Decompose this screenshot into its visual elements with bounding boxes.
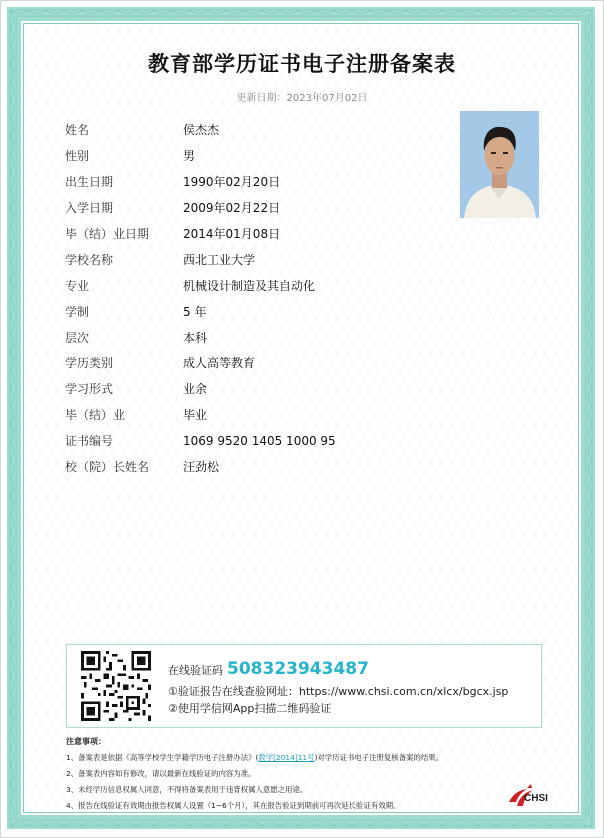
verification-panel bbox=[66, 644, 542, 728]
note-text: )对学历证书电子注册复核备案的结果。 bbox=[314, 753, 444, 762]
record-fields bbox=[65, 117, 445, 479]
field-label: 毕（结）业 bbox=[65, 408, 126, 423]
field-value: 机械设计制造及其自动化 bbox=[183, 278, 316, 293]
field-value: 汪劲松 bbox=[183, 460, 220, 475]
field-label: 校（院）长姓名 bbox=[65, 460, 150, 475]
field-label: 性别 bbox=[65, 149, 90, 164]
field-label: 学校名称 bbox=[65, 252, 114, 267]
field-value: 侯杰杰 bbox=[183, 123, 220, 138]
field-level bbox=[65, 324, 445, 350]
field-label: 学制 bbox=[65, 304, 90, 319]
field-value: 2009年02月22日 bbox=[183, 201, 281, 216]
student-photo bbox=[460, 111, 539, 218]
field-value: 5 年 bbox=[183, 304, 207, 319]
field-education-type bbox=[65, 350, 445, 376]
field-label: 出生日期 bbox=[65, 175, 114, 190]
regulation-link[interactable]: 教学[2014]11号 bbox=[258, 753, 315, 762]
verification-code-label: 在线验证码 bbox=[168, 664, 223, 677]
note-text: 1、备案表是依据《高等学校学生学籍学历电子注册办法》( bbox=[66, 753, 259, 762]
field-school bbox=[65, 246, 445, 272]
field-label: 专业 bbox=[65, 278, 90, 293]
field-study-mode bbox=[65, 376, 445, 402]
field-label: 毕（结）业日期 bbox=[65, 227, 150, 241]
field-value: 2014年01月08日 bbox=[183, 227, 281, 241]
update-date: 更新日期：2023年07月02日 bbox=[236, 93, 368, 104]
field-value: 1990年02月20日 bbox=[183, 175, 281, 190]
field-name bbox=[65, 117, 445, 143]
field-enroll-date bbox=[65, 195, 445, 221]
field-value: 男 bbox=[183, 149, 196, 164]
notes-section bbox=[66, 736, 536, 816]
document-title: 教育部学历证书电子注册备案表 bbox=[148, 52, 456, 76]
field-label: 入学日期 bbox=[65, 201, 114, 216]
field-gender bbox=[65, 143, 445, 169]
note-item: 3、未经学历信息权属人同意，不得将备案表用于违背权属人意愿之用途。 bbox=[66, 785, 308, 794]
field-label: 姓名 bbox=[65, 123, 90, 138]
verification-url-line[interactable]: ①验证报告在线查验网址：https://www.chsi.com.cn/xlcx/bgcx.jsp bbox=[168, 685, 509, 698]
field-value: 业余 bbox=[183, 382, 208, 397]
field-label: 学习形式 bbox=[65, 382, 114, 397]
field-label: 证书编号 bbox=[65, 434, 114, 449]
field-duration bbox=[65, 298, 445, 324]
note-item: 2、备案表内容如有修改，请以最新在线验证的内容为准。 bbox=[66, 769, 256, 778]
field-value: 西北工业大学 bbox=[183, 252, 256, 267]
field-completion bbox=[65, 402, 445, 428]
verification-code: 508323943487 bbox=[227, 659, 369, 679]
field-birth-date bbox=[65, 169, 445, 195]
qr-code-icon[interactable] bbox=[81, 651, 151, 721]
note-item: 4、报告在线验证有效期由报告权属人设置（1~6个月），其在报告验证到期前可再次延长验证有效期。 bbox=[66, 801, 401, 810]
verification-code-row bbox=[168, 659, 369, 679]
field-major bbox=[65, 272, 445, 298]
field-label: 学历类别 bbox=[65, 356, 114, 371]
field-value: 成人高等教育 bbox=[183, 356, 256, 371]
field-value: 本科 bbox=[183, 330, 208, 345]
field-president bbox=[65, 454, 445, 480]
field-value: 毕业 bbox=[183, 408, 208, 423]
verification-app-line: ②使用学信网App扫描二维码验证 bbox=[168, 702, 332, 715]
note-item bbox=[66, 752, 536, 768]
notes-title: 注意事项： bbox=[66, 737, 106, 746]
chsi-logo-text: CHSI bbox=[524, 793, 548, 804]
field-certificate-number bbox=[65, 428, 445, 454]
field-graduation-date bbox=[65, 221, 445, 247]
field-label: 层次 bbox=[65, 330, 90, 345]
field-value: 1069 9520 1405 1000 95 bbox=[183, 433, 336, 448]
